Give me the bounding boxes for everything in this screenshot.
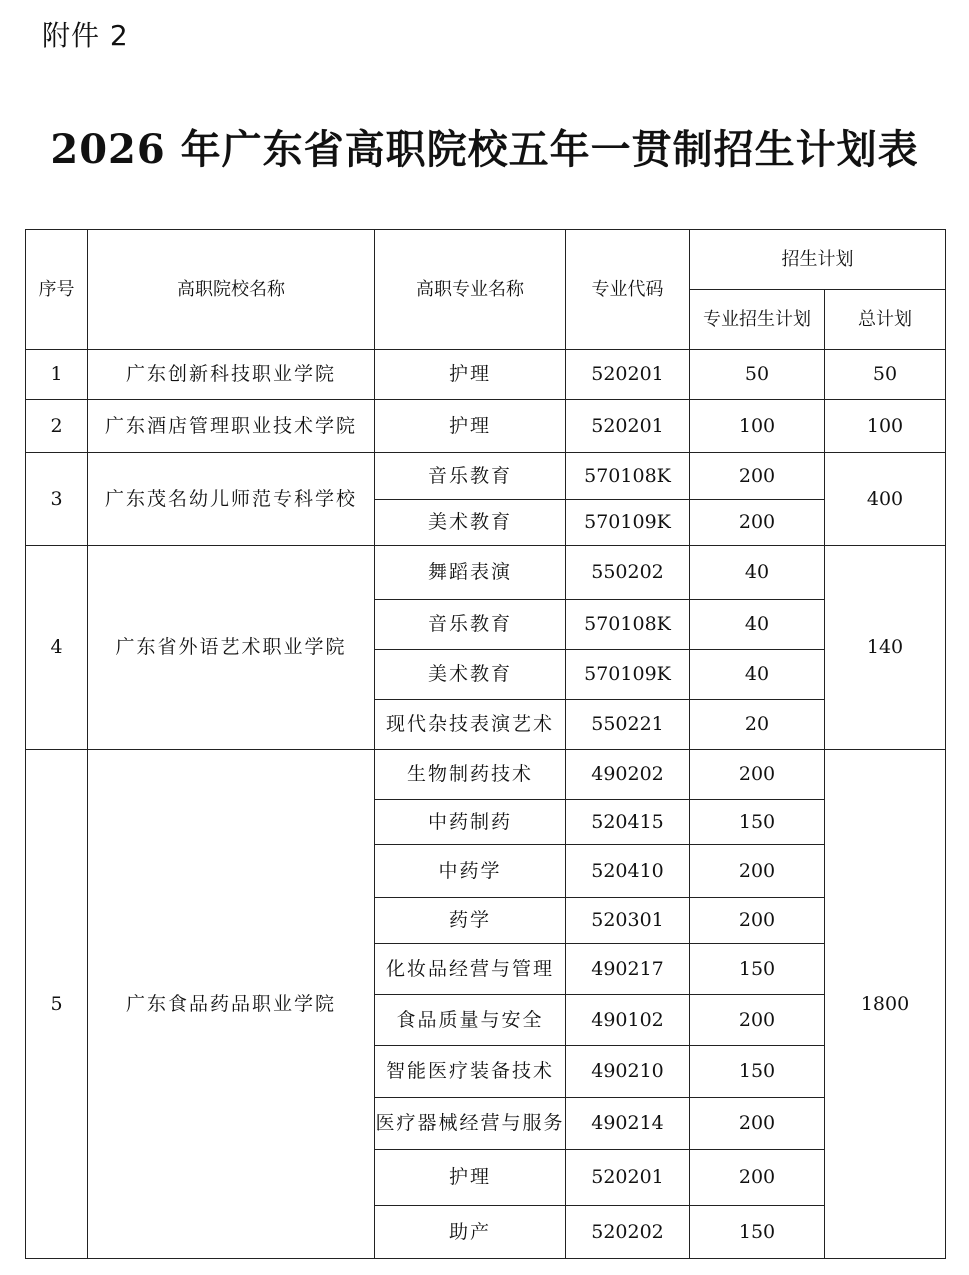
total-plan-cell: 1800 xyxy=(825,750,946,1259)
major-plan-cell: 200 xyxy=(690,750,825,800)
major-code-cell: 570108K xyxy=(566,600,690,650)
major-code-cell: 550202 xyxy=(566,546,690,600)
school-name-cell: 广东茂名幼儿师范专科学校 xyxy=(88,453,375,546)
total-plan-cell: 50 xyxy=(825,350,946,400)
total-plan-cell: 400 xyxy=(825,453,946,546)
major-code-cell: 490217 xyxy=(566,944,690,995)
major-name-cell: 药学 xyxy=(375,898,566,944)
major-plan-cell: 200 xyxy=(690,1150,825,1206)
major-name-cell: 中药制药 xyxy=(375,800,566,845)
attachment-label: 附件 2 xyxy=(42,19,129,52)
major-plan-cell: 100 xyxy=(690,400,825,453)
major-code-cell: 570108K xyxy=(566,453,690,500)
table-row xyxy=(26,453,946,500)
school-name-cell: 广东省外语艺术职业学院 xyxy=(88,546,375,750)
major-name-cell: 音乐教育 xyxy=(375,453,566,500)
header-plan: 招生计划 xyxy=(690,230,946,290)
major-code-cell: 570109K xyxy=(566,500,690,546)
header-code: 专业代码 xyxy=(566,230,690,350)
table-row xyxy=(26,546,946,600)
header-school: 高职院校名称 xyxy=(88,230,375,350)
major-name-cell: 生物制药技术 xyxy=(375,750,566,800)
major-code-cell: 550221 xyxy=(566,700,690,750)
major-plan-cell: 200 xyxy=(690,1098,825,1150)
seq-cell: 3 xyxy=(26,453,88,546)
seq-cell: 4 xyxy=(26,546,88,750)
major-plan-cell: 40 xyxy=(690,546,825,600)
major-plan-cell: 200 xyxy=(690,453,825,500)
major-plan-cell: 150 xyxy=(690,1206,825,1259)
total-plan-cell: 140 xyxy=(825,546,946,750)
major-name-cell: 化妆品经营与管理 xyxy=(375,944,566,995)
total-plan-cell: 100 xyxy=(825,400,946,453)
major-plan-cell: 200 xyxy=(690,898,825,944)
major-name-cell: 护理 xyxy=(375,1150,566,1206)
enrollment-plan-table xyxy=(25,229,946,1259)
major-code-cell: 520201 xyxy=(566,400,690,453)
major-code-cell: 570109K xyxy=(566,650,690,700)
major-name-cell: 智能医疗装备技术 xyxy=(375,1046,566,1098)
header-total-plan: 总计划 xyxy=(825,290,946,350)
table-row xyxy=(26,750,946,800)
major-name-cell: 美术教育 xyxy=(375,500,566,546)
major-code-cell: 490102 xyxy=(566,995,690,1046)
major-plan-cell: 40 xyxy=(690,650,825,700)
school-name-cell: 广东酒店管理职业技术学院 xyxy=(88,400,375,453)
major-name-cell: 护理 xyxy=(375,350,566,400)
major-code-cell: 520410 xyxy=(566,845,690,898)
seq-cell: 5 xyxy=(26,750,88,1259)
major-code-cell: 490210 xyxy=(566,1046,690,1098)
table-row xyxy=(26,400,946,453)
page-title: 2026 年广东省高职院校五年一贯制招生计划表 xyxy=(50,126,919,173)
table-body xyxy=(26,350,946,1259)
major-plan-cell: 20 xyxy=(690,700,825,750)
major-code-cell: 520201 xyxy=(566,1150,690,1206)
seq-cell: 2 xyxy=(26,400,88,453)
school-name-cell: 广东创新科技职业学院 xyxy=(88,350,375,400)
major-name-cell: 医疗器械经营与服务 xyxy=(375,1098,566,1150)
seq-cell: 1 xyxy=(26,350,88,400)
major-code-cell: 490202 xyxy=(566,750,690,800)
major-name-cell: 助产 xyxy=(375,1206,566,1259)
major-code-cell: 520201 xyxy=(566,350,690,400)
major-name-cell: 美术教育 xyxy=(375,650,566,700)
major-plan-cell: 150 xyxy=(690,800,825,845)
major-name-cell: 护理 xyxy=(375,400,566,453)
major-plan-cell: 150 xyxy=(690,1046,825,1098)
major-name-cell: 食品质量与安全 xyxy=(375,995,566,1046)
header-major: 高职专业名称 xyxy=(375,230,566,350)
major-name-cell: 现代杂技表演艺术 xyxy=(375,700,566,750)
major-plan-cell: 200 xyxy=(690,845,825,898)
table-header xyxy=(26,230,946,350)
table-row xyxy=(26,350,946,400)
major-plan-cell: 40 xyxy=(690,600,825,650)
school-name-cell: 广东食品药品职业学院 xyxy=(88,750,375,1259)
major-plan-cell: 200 xyxy=(690,500,825,546)
major-code-cell: 520301 xyxy=(566,898,690,944)
major-name-cell: 音乐教育 xyxy=(375,600,566,650)
major-plan-cell: 200 xyxy=(690,995,825,1046)
header-major-plan: 专业招生计划 xyxy=(690,290,825,350)
major-code-cell: 520202 xyxy=(566,1206,690,1259)
major-plan-cell: 50 xyxy=(690,350,825,400)
header-seq: 序号 xyxy=(26,230,88,350)
major-plan-cell: 150 xyxy=(690,944,825,995)
major-code-cell: 520415 xyxy=(566,800,690,845)
major-code-cell: 490214 xyxy=(566,1098,690,1150)
major-name-cell: 中药学 xyxy=(375,845,566,898)
major-name-cell: 舞蹈表演 xyxy=(375,546,566,600)
